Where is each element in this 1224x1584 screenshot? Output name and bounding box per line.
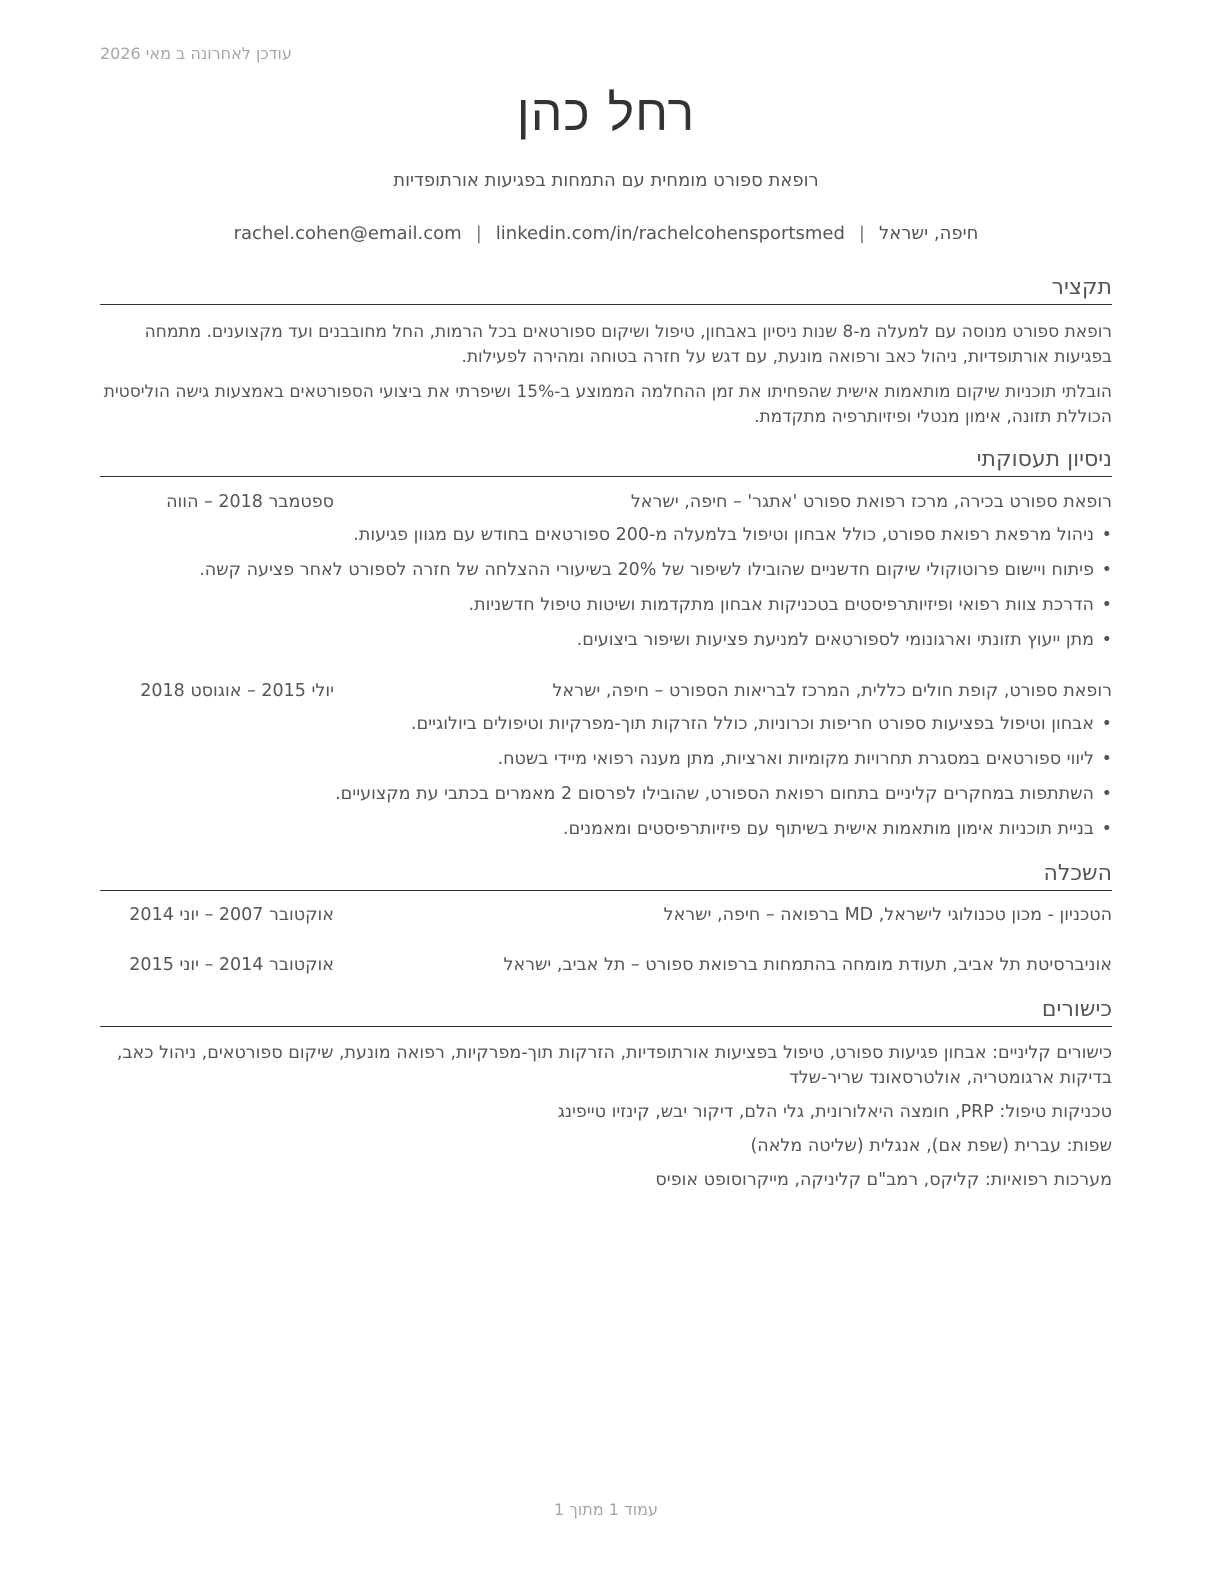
job-header <box>100 492 1112 516</box>
skills-line: טכניקות טיפול: PRP, חומצה היאלורונית, גלי הלם, דיקור יבש, קינזיו טייפינג <box>557 1102 1112 1122</box>
summary-paragraph: רופאת ספורט מנוסה עם למעלה מ-8 שנות ניסיון באבחון, טיפול ושיקום ספורטאים בכל הרמות, החל מחובבנים ועד מקצוענים. מתמחה בפגיעות אורתופדיות, ניהול כאב ורפואה מונעת, עם דגש על חזרה בטוחה ומהירה לפעילות. <box>144 322 1112 367</box>
list-item: • ליווי ספורטאים במסגרת תחרויות מקומיות וארציות, מתן מענה רפואי מיידי בשטח. <box>100 747 1112 782</box>
contact-line <box>100 223 1112 244</box>
education-item <box>100 955 1112 979</box>
list-item: • בניית תוכניות אימון מותאמות אישית בשיתוף עם פיזיותרפיסטים ומאמנים. <box>100 817 1112 852</box>
location: חיפה, ישראל <box>878 223 979 244</box>
experience-heading: ניסיון תעסוקתי <box>100 446 1112 477</box>
education-heading: השכלה <box>100 860 1112 891</box>
education-date: אוקטובר 2014 – יוני 2015 <box>129 955 334 975</box>
skills-line: שפות: עברית (שפת אם), אנגלית (שליטה מלאה) <box>750 1136 1112 1156</box>
list-item: • ניהול מרפאת רפואת ספורט, כולל אבחון וטיפול בלמעלה מ-200 ספורטאים בחודש עם מגוון פגיעות. <box>100 523 1112 558</box>
last-updated: עודכן לאחרונה ב מאי 2026 <box>100 44 292 63</box>
job-title: רופאת ספורט בכירה, מרכז רפואת ספורט 'אתגר' – חיפה, ישראל <box>630 492 1112 512</box>
skills-line: מערכות רפואיות: קליקס, רמב"ם קליניקה, מייקרוסופט אופיס <box>655 1170 1112 1190</box>
job-date: ספטמבר 2018 – הווה <box>166 492 334 512</box>
resume-page <box>100 0 1112 1584</box>
education-title: הטכניון - מכון טכנולוגי לישראל, MD ברפואה – חיפה, ישראל <box>663 905 1112 925</box>
skills-list <box>100 1041 1112 1202</box>
job-bullets <box>100 523 1112 663</box>
list-item: • אבחון וטיפול בפציעות ספורט חריפות וכרוניות, כולל הזרקות תוך-מפרקיות וטיפולים ביולוגיים. <box>100 712 1112 747</box>
list-item: • הדרכת צוות רפואי ופיזיותרפיסטים בטכניקות אבחון מתקדמות ושיטות טיפול חדשניות. <box>100 593 1112 628</box>
job-date: יולי 2015 – אוגוסט 2018 <box>140 681 334 701</box>
list-item: • השתתפות במחקרים קליניים בתחום רפואת הספורט, שהובילו לפרסום 2 מאמרים בכתבי עת מקצועיים. <box>100 782 1112 817</box>
education-date: אוקטובר 2007 – יוני 2014 <box>129 905 334 925</box>
page-number: עמוד 1 מתוך 1 <box>554 1500 658 1519</box>
summary-heading: תקציר <box>100 274 1112 305</box>
skills-line: כישורים קליניים: אבחון פגיעות ספורט, טיפול בפציעות אורתופדיות, הזרקות תוך-מפרקיות, רפואה מונעת, שיקום ספורטאים, ניהול כאב, בדיקות ארגומטריה, אולטרסאונד שריר-שלד <box>116 1043 1112 1088</box>
job-header <box>100 681 1112 705</box>
list-item: • פיתוח ויישום פרוטוקולי שיקום חדשניים שהובילו לשיפור של 20% בשיעורי ההצלחה של חזרה לספורט לאחר פציעה קשה. <box>100 558 1112 593</box>
separator: | <box>858 223 865 244</box>
page-title: רחל כהן <box>516 84 696 142</box>
separator: | <box>475 223 482 244</box>
subtitle: רופאת ספורט מומחית עם התמחות בפגיעות אורתופדיות <box>393 170 819 191</box>
education-item <box>100 905 1112 929</box>
summary-paragraph: הובלתי תוכניות שיקום מותאמות אישית שהפחיתו את זמן ההחלמה הממוצע ב-15% ושיפרתי את ביצועי הספורטאים באמצעות גישה הוליסטית הכוללת תזונה, אימון מנטלי ופיזיותרפיה מתקדמת. <box>103 382 1112 427</box>
education-title: אוניברסיטת תל אביב, תעודת מומחה בהתמחות ברפואת ספורט – תל אביב, ישראל <box>503 955 1112 975</box>
linkedin-link[interactable]: linkedin.com/in/rachelcohensportsmed <box>495 223 845 244</box>
skills-heading: כישורים <box>100 996 1112 1027</box>
list-item: • מתן ייעוץ תזונתי וארגונומי לספורטאים למניעת פציעות ושיפור ביצועים. <box>100 628 1112 663</box>
job-bullets <box>100 712 1112 852</box>
email-link[interactable]: rachel.cohen@email.com <box>233 223 462 244</box>
job-title: רופאת ספורט, קופת חולים כללית, המרכז לבריאות הספורט – חיפה, ישראל <box>552 681 1112 701</box>
